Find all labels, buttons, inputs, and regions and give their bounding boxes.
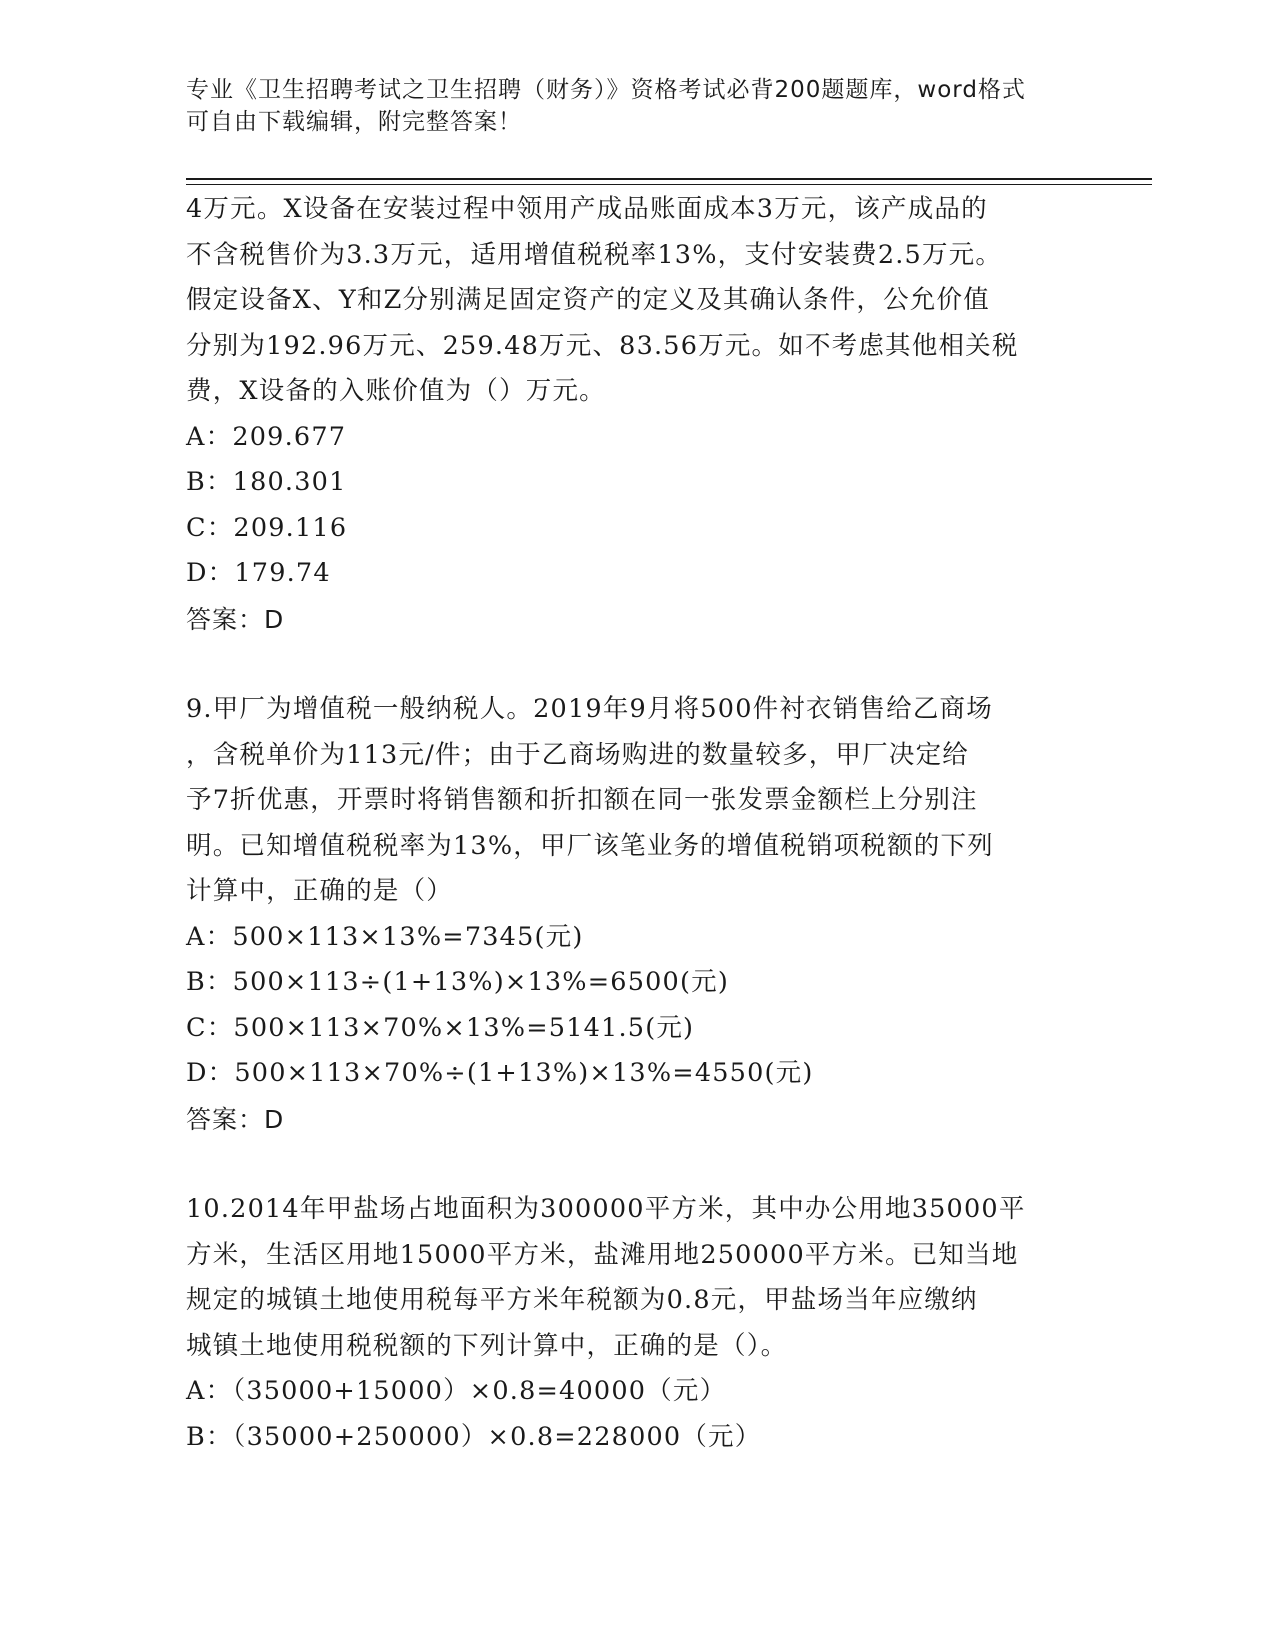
answer-line: 答案：D xyxy=(186,604,285,634)
option-c: C：500×113×70%×13%=5141.5(元) xyxy=(186,1012,695,1043)
question-stem-line: 假定设备X、Y和Z分别满足固定资产的定义及其确认条件，公允价值 xyxy=(186,285,990,315)
header-divider-thin xyxy=(186,184,1152,185)
question-stem-line: 计算中，正确的是（） xyxy=(186,876,454,906)
question-10 xyxy=(186,1187,1086,1460)
question-stem-line: 不含税售价为3.3万元，适用增值税税率13%，支付安装费2.5万元。 xyxy=(186,239,1003,270)
option-b: B：（35000+250000）×0.8=228000（元） xyxy=(186,1421,762,1452)
question-stem-line: 分别为192.96万元、259.48万元、83.56万元。如不考虑其他相关税 xyxy=(186,330,1019,361)
header-divider-thick xyxy=(186,178,1152,180)
answer-line: 答案：D xyxy=(186,1104,285,1134)
option-d: D：500×113×70%÷(1+13%)×13%=4550(元) xyxy=(186,1058,814,1088)
spacer xyxy=(186,1142,1086,1187)
option-a: A：（35000+15000）×0.8=40000（元） xyxy=(186,1376,727,1406)
question-8 xyxy=(186,187,1086,642)
question-stem-line: 方米，生活区用地15000平方米，盐滩用地250000平方米。已知当地 xyxy=(186,1239,1019,1270)
header-title-line-2: 可自由下载编辑，附完整答案！ xyxy=(186,109,522,135)
question-stem-line: 规定的城镇土地使用税每平方米年税额为0.8元，甲盐场当年应缴纳 xyxy=(186,1285,978,1315)
spacer xyxy=(186,642,1086,687)
question-9 xyxy=(186,687,1086,1142)
question-stem-line: 城镇土地使用税税额的下列计算中，正确的是（）。 xyxy=(186,1330,788,1361)
question-stem-line: 明。已知增值税税率为13%，甲厂该笔业务的增值税销项税额的下列 xyxy=(186,830,994,861)
option-a: A：209.677 xyxy=(186,421,347,452)
question-list xyxy=(186,187,1086,1460)
question-stem-line: ，含税单价为113元/件；由于乙商场购进的数量较多，甲厂决定给 xyxy=(186,739,969,770)
header-title-line-1: 专业《卫生招聘考试之卫生招聘（财务）》资格考试必背200题题库，word格式 xyxy=(186,77,1026,103)
question-stem-line: 9.甲厂为增值税一般纳税人。2019年9月将500件衬衣销售给乙商场 xyxy=(186,694,993,724)
question-stem-line: 4万元。X设备在安装过程中领用产成品账面成本3万元，该产成品的 xyxy=(186,194,988,224)
question-stem-line: 10.2014年甲盐场占地面积为300000平方米，其中办公用地35000平 xyxy=(186,1194,1026,1224)
option-c: C：209.116 xyxy=(186,512,348,543)
option-a: A：500×113×13%=7345(元) xyxy=(186,921,584,952)
question-stem-line: 费，X设备的入账价值为（）万元。 xyxy=(186,376,606,406)
option-d: D：179.74 xyxy=(186,558,331,588)
option-b: B：500×113÷(1+13%)×13%=6500(元) xyxy=(186,967,729,997)
document-header xyxy=(186,74,1066,138)
question-stem-line: 予7折优惠，开票时将销售额和折扣额在同一张发票金额栏上分别注 xyxy=(186,785,978,815)
option-b: B：180.301 xyxy=(186,467,347,497)
